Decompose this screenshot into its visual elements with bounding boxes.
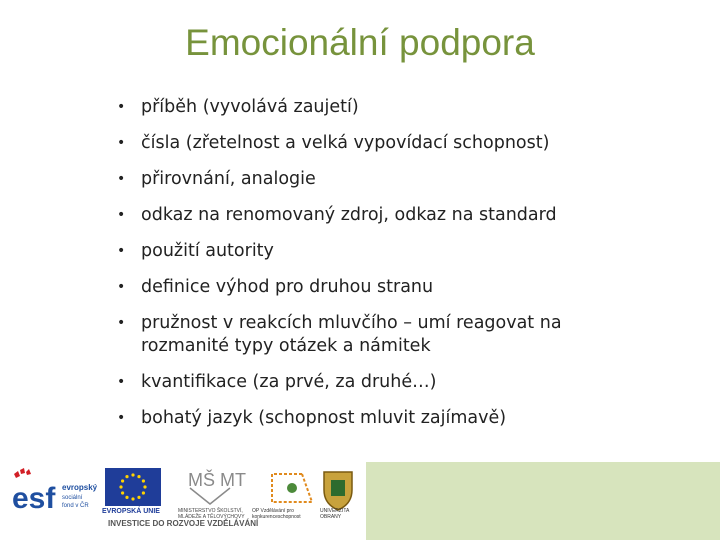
list-item-text: bohatý jazyk (schopnost mluvit zajímavě) bbox=[141, 408, 507, 428]
list-item-text: definice výhod pro druhou stranu bbox=[141, 277, 434, 297]
msmt-mark: MŠ MT bbox=[188, 470, 246, 490]
esf-line-3: fond v ČR bbox=[62, 503, 89, 509]
bullet-icon: • bbox=[117, 243, 126, 259]
esf-line-2: sociální bbox=[62, 495, 83, 501]
list-item bbox=[117, 240, 587, 263]
op-logo bbox=[262, 468, 322, 508]
list-item bbox=[117, 96, 587, 119]
bullet-icon: • bbox=[117, 171, 126, 187]
msmt-logo bbox=[180, 466, 250, 510]
list-item bbox=[117, 132, 587, 155]
university-label: UNIVERZITA OBRANY bbox=[320, 508, 350, 520]
list-item-text: přirovnání, analogie bbox=[141, 169, 316, 189]
list-item bbox=[117, 312, 587, 358]
logo-bar bbox=[0, 462, 366, 540]
bullet-icon: • bbox=[117, 207, 126, 223]
list-item-text: kvantifikace (za prvé, za druhé…) bbox=[141, 372, 437, 392]
eu-flag-icon bbox=[105, 468, 161, 506]
list-item-text: odkaz na renomovaný zdroj, odkaz na standard bbox=[141, 205, 557, 225]
esf-mark-text: esf bbox=[12, 482, 56, 515]
list-item-text: příběh (vyvolává zaujetí) bbox=[141, 97, 359, 117]
list-item bbox=[117, 168, 587, 191]
list-item bbox=[117, 407, 587, 430]
investment-tagline: INVESTICE DO ROZVOJE VZDĚLÁVÁNÍ bbox=[108, 519, 259, 528]
bullet-icon: • bbox=[117, 135, 126, 151]
msmt-label: MINISTERSTVO ŠKOLSTVÍ, MLÁDEŽE A TĚLOVÝCHOVY bbox=[178, 508, 245, 520]
list-item-text: čísla (zřetelnost a velká vypovídací schopnost) bbox=[141, 133, 550, 153]
bullet-icon: • bbox=[117, 279, 126, 295]
bullet-list bbox=[117, 96, 587, 443]
footer-green-strip bbox=[366, 462, 720, 540]
list-item bbox=[117, 276, 587, 299]
list-item bbox=[117, 371, 587, 394]
slide-title: Emocionální podpora bbox=[185, 22, 535, 63]
list-item-text: použití autority bbox=[141, 241, 274, 261]
bullet-icon: • bbox=[117, 315, 126, 331]
list-item-text: pružnost v reakcích mluvčího – umí reagovat na rozmanité typy otázek a námitek bbox=[141, 313, 562, 356]
bullet-icon: • bbox=[117, 410, 126, 426]
university-shield-icon bbox=[318, 468, 358, 512]
esf-line-1: evropský bbox=[62, 483, 98, 492]
bullet-icon: • bbox=[117, 99, 126, 115]
bullet-icon: • bbox=[117, 374, 126, 390]
eu-label: EVROPSKÁ UNIE bbox=[102, 508, 160, 515]
op-label: OP Vzdělávání pro konkurenceschopnost bbox=[252, 508, 301, 520]
list-item bbox=[117, 204, 587, 227]
